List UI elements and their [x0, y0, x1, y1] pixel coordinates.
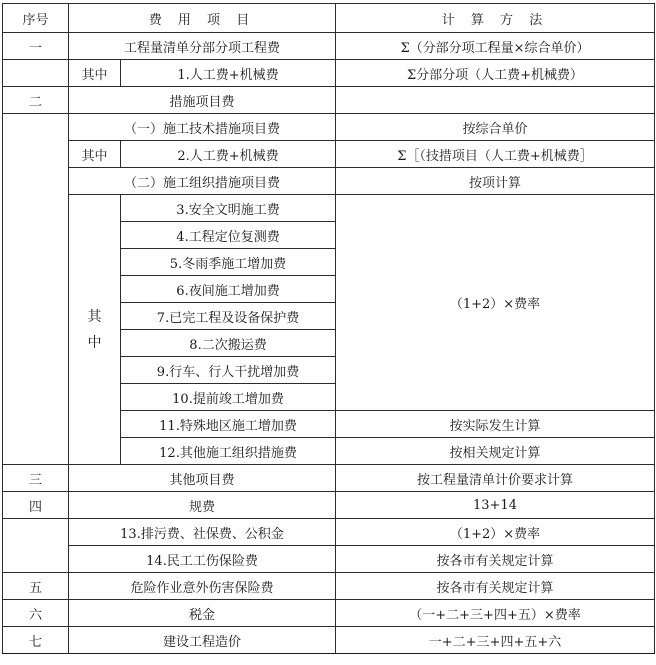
row-seq: 一: [3, 33, 69, 60]
row-item: （一）施工技术措施项目费: [69, 114, 336, 141]
row-item: 危险作业意外伤害保险费: [69, 573, 336, 600]
row-seq-merged-empty: [3, 519, 69, 573]
row-item: 3.安全文明施工费: [121, 195, 336, 222]
table-row: [3, 114, 655, 141]
row-method: 13+14: [336, 492, 655, 519]
row-seq: 二: [3, 87, 69, 114]
row-item: 2.人工费+机械费: [121, 141, 336, 168]
row-item: 工程量清单分部分项工程费: [69, 33, 336, 60]
row-sub-label: 其中: [69, 60, 121, 87]
row-sub-label: 其中: [69, 141, 121, 168]
row-seq: 七: [3, 627, 69, 654]
row-method: 一+二+三+四+五+六: [336, 627, 655, 654]
row-method: 按项计算: [336, 168, 655, 195]
row-method: 按相关规定计算: [336, 438, 655, 465]
header-seq: 序号: [3, 4, 69, 33]
header-method: 计 算 方 法: [336, 4, 655, 33]
fee-calculation-table: [2, 3, 655, 654]
row-item: 4.工程定位复测费: [121, 222, 336, 249]
row-item: 建设工程造价: [69, 627, 336, 654]
row-item: 1.人工费+机械费: [121, 60, 336, 87]
row-item: （二）施工组织措施项目费: [69, 168, 336, 195]
row-method: [336, 87, 655, 114]
row-item: 13.排污费、社保费、公积金: [69, 519, 336, 546]
row-item: 8.二次搬运费: [121, 330, 336, 357]
table-row: [3, 195, 655, 222]
row-seq: 三: [3, 465, 69, 492]
row-item: 6.夜间施工增加费: [121, 276, 336, 303]
table-row-total: [3, 627, 655, 654]
table-row: [3, 600, 655, 627]
table-row: [3, 87, 655, 114]
fee-table-container: [2, 3, 654, 654]
table-row: [3, 573, 655, 600]
table-row: [3, 546, 655, 573]
row-item: 9.行车、行人干扰增加费: [121, 357, 336, 384]
sub-label-char-1: 其: [87, 308, 102, 325]
row-item: 11.特殊地区施工增加费: [121, 411, 336, 438]
row-seq: 五: [3, 573, 69, 600]
row-method: Σ分部分项（人工费+机械费）: [336, 60, 655, 87]
table-row: [3, 492, 655, 519]
row-seq: 六: [3, 600, 69, 627]
row-method: 按工程量清单计价要求计算: [336, 465, 655, 492]
row-method: Σ［（技措项目（人工费+机械费］: [336, 141, 655, 168]
row-sub-label-stacked: [69, 195, 121, 465]
row-method: 按实际发生计算: [336, 411, 655, 438]
table-row: [3, 33, 655, 60]
row-seq: 四: [3, 492, 69, 519]
row-seq-merged-empty: [3, 114, 69, 465]
row-item: 10.提前竣工增加费: [121, 384, 336, 411]
header-item: 费 用 项 目: [69, 4, 336, 33]
table-row: [3, 519, 655, 546]
table-row: [3, 60, 655, 87]
row-method: 按综合单价: [336, 114, 655, 141]
table-row: [3, 141, 655, 168]
row-item: 税金: [69, 600, 336, 627]
table-row: [3, 168, 655, 195]
row-method: （一+二+三+四+五）×费率: [336, 600, 655, 627]
table-row: [3, 465, 655, 492]
row-method: （1+2）×费率: [336, 519, 655, 546]
row-method: 按各市有关规定计算: [336, 546, 655, 573]
row-item: 12.其他施工组织措施费: [121, 438, 336, 465]
row-item: 措施项目费: [69, 87, 336, 114]
sub-label-char-2: 中: [87, 334, 102, 351]
row-method: 按各市有关规定计算: [336, 573, 655, 600]
row-method: Σ（分部分项工程量×综合单价）: [336, 33, 655, 60]
row-item: 规费: [69, 492, 336, 519]
row-item: 7.已完工程及设备保护费: [121, 303, 336, 330]
table-header-row: [3, 4, 655, 33]
row-item: 其他项目费: [69, 465, 336, 492]
row-method-merged: （1+2）×费率: [336, 195, 655, 411]
row-item: 5.冬雨季施工增加费: [121, 249, 336, 276]
row-item: 14.民工工伤保险费: [69, 546, 336, 573]
row-seq-empty: [3, 60, 69, 87]
